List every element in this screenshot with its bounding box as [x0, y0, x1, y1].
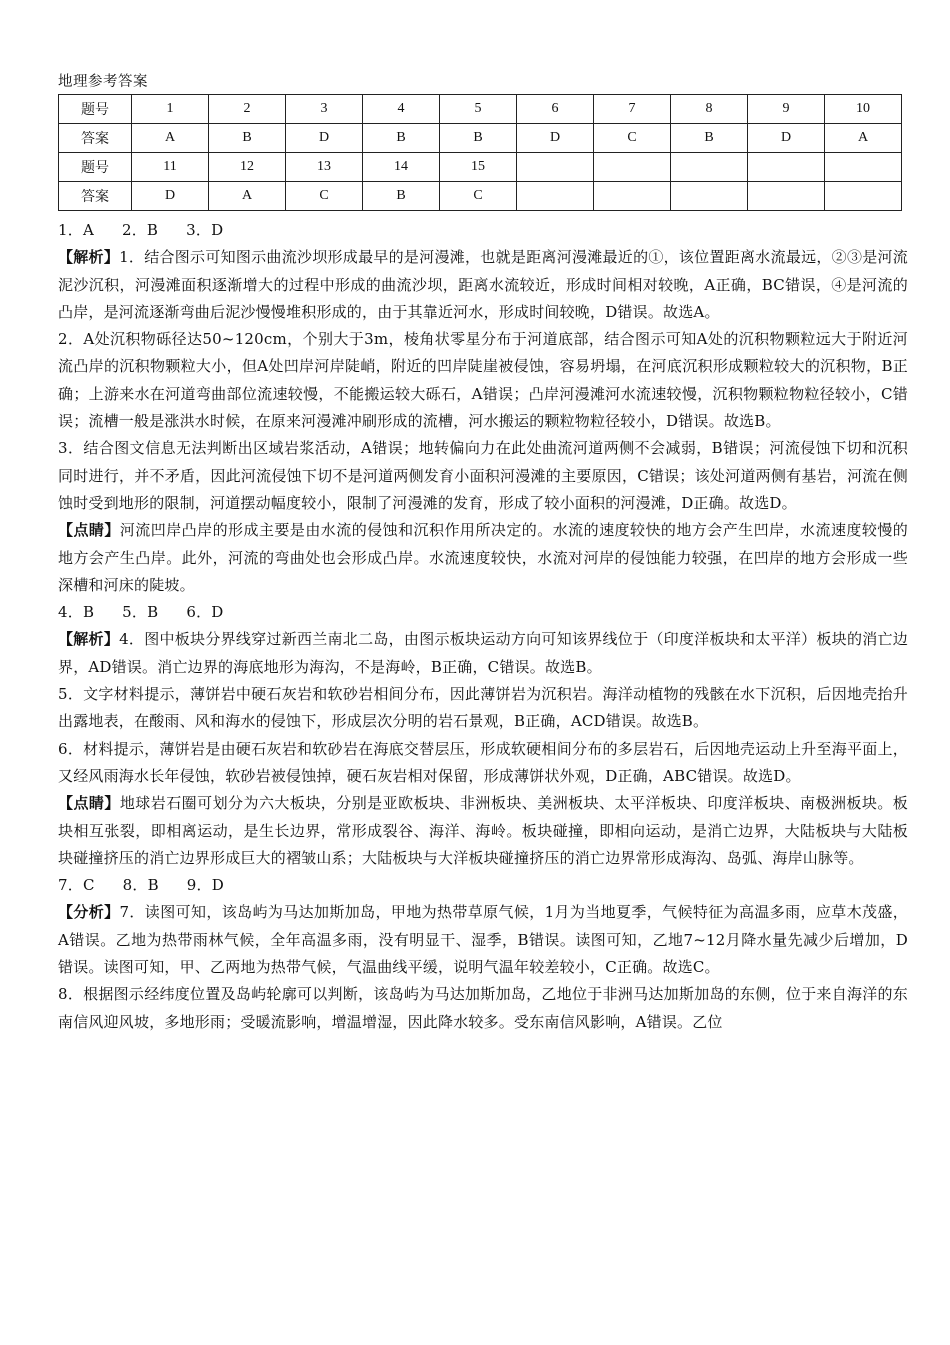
row-header: 题号 [59, 153, 132, 182]
table-cell: D [132, 182, 209, 211]
table-cell: 6 [517, 95, 594, 124]
table-cell [594, 153, 671, 182]
table-cell [825, 182, 902, 211]
row-header: 题号 [59, 95, 132, 124]
answer-item: 8．B [122, 876, 159, 895]
table-cell: 15 [440, 153, 517, 182]
table-cell: 14 [363, 153, 440, 182]
analysis-label: 【分析】 [58, 903, 120, 922]
table-cell: 13 [286, 153, 363, 182]
tip-paragraph [58, 790, 908, 872]
analysis-label: 【解析】 [58, 248, 120, 267]
table-cell [517, 182, 594, 211]
analysis-text: 7．读图可知，该岛屿为马达加斯加岛，甲地为热带草原气候，1月为当地夏季，气候特征为高温多雨，应草木茂盛，A错误。乙地为热带雨林气候，全年高温多雨，没有明显干、湿季，B错误。读图可知，乙地7~12月降水量先减少后增加，D错误。读图可知，甲、乙两地为热带气候，气温曲线平缓，说明气温年较差较小，C正确。故选C。 [58, 903, 908, 977]
tip-label: 【点睛】 [58, 794, 120, 813]
page-title: 地理参考答案 [58, 74, 148, 90]
row-header: 答案 [59, 182, 132, 211]
analysis-paragraph: 2．A处沉积物砾径达50~120cm，个别大于3m，棱角状零星分布于河道底部，结合图示可知A处的沉积物颗粒远大于附近河流凸岸的沉积物颗粒大小，但A处凹岸河岸陡峭，附近的凹岸陡崖被侵蚀，容易坍塌，在河底沉积形成颗粒较大的沉积物，B正确；上游来水在河道弯曲部位流速较慢，不能搬运较大砾石，A错误；凸岸河漫滩河水流速较慢，沉积物颗粒物粒径较小，C错误；流槽一般是涨洪水时候，在原来河漫滩冲刷形成的流槽，河水搬运的颗粒物粒径较小，D错误。故选B。 [58, 330, 908, 431]
table-cell: 8 [671, 95, 748, 124]
table-cell: B [209, 124, 286, 153]
table-cell: 10 [825, 95, 902, 124]
analysis-text: 1．结合图示可知图示曲流沙坝形成最早的是河漫滩，也就是距离河漫滩最近的①，该位置距离水流最远，②③是河流泥沙沉积，河漫滩面积逐渐增大的过程中形成的曲流沙坝，距离水流较近，形成时间相对较晚，A正确，BC错误，④是河流的凸岸，是河流逐渐弯曲后泥沙慢慢堆积形成的，由于其靠近河水，形成时间较晚，D错误。故选A。 [58, 248, 908, 321]
table-cell: 4 [363, 95, 440, 124]
tip-text: 地球岩石圈可划分为六大板块，分别是亚欧板块、非洲板块、美洲板块、太平洋板块、印度洋板块、南极洲板块。板块相互张裂，即相离运动，是生长边界，常形成裂谷、海洋、海岭。板块碰撞，即相向运动，是消亡边界，大陆板块与大陆板块碰撞挤压的消亡边界形成巨大的褶皱山系；大陆板块与大洋板块碰撞挤压的消亡边界常形成海沟、岛弧、海岸山脉等。 [58, 794, 908, 867]
analysis-label: 【解析】 [58, 630, 120, 649]
table-cell: B [671, 124, 748, 153]
tip-text: 河流凹岸凸岸的形成主要是由水流的侵蚀和沉积作用所决定的。水流的速度较快的地方会产生凹岸，水流速度较慢的地方会产生凸岸。此外，河流的弯曲处也会形成凸岸。水流速度较快，水流对河岸的侵蚀能力较强，在凹岸的地方会形成一些深槽和河床的陡坡。 [58, 521, 908, 594]
table-cell: A [209, 182, 286, 211]
table-cell: B [440, 124, 517, 153]
analysis-paragraph: 6．材料提示，薄饼岩是由硬石灰岩和软砂岩在海底交替层压，形成软硬相间分布的多层岩石，后因地壳运动上升至海平面上，又经风雨海水长年侵蚀，软砂岩被侵蚀掉，硬石灰岩相对保留，形成薄饼状外观，D正确，ABC错误。故选D。 [58, 739, 908, 785]
table-cell: C [286, 182, 363, 211]
table-row-question-numbers-1 [59, 95, 902, 124]
answer-item: 6．D [186, 603, 224, 622]
analysis-paragraph: 5．文字材料提示，薄饼岩中硬石灰岩和软砂岩相间分布，因此薄饼岩为沉积岩。海洋动植物的残骸在水下沉积，后因地壳抬升出露地表，在酸雨、风和海水的侵蚀下，形成层次分明的岩石景观，B正确，ACD错误。故选B。 [58, 685, 908, 731]
table-cell: 7 [594, 95, 671, 124]
table-row-answers-2 [59, 182, 902, 211]
answer-item: 1．A [58, 221, 94, 239]
table-cell: D [748, 124, 825, 153]
table-cell [671, 182, 748, 211]
table-cell: 11 [132, 153, 209, 182]
answer-item: 5．B [122, 603, 159, 622]
table-cell: 5 [440, 95, 517, 124]
table-row-answers-1 [59, 124, 902, 153]
tip-paragraph [58, 517, 908, 599]
answer-line [58, 599, 908, 626]
answer-table [58, 94, 902, 211]
table-cell: 12 [209, 153, 286, 182]
table-cell: B [363, 182, 440, 211]
table-row-question-numbers-2 [59, 153, 902, 182]
answer-document [58, 72, 908, 1036]
table-cell: 3 [286, 95, 363, 124]
answer-item: 2．B [121, 221, 159, 239]
analysis-paragraph: 8．根据图示经纬度位置及岛屿轮廓可以判断，该岛屿为马达加斯加岛，乙地位于非洲马达加斯加岛的东侧，位于来自海洋的东南信风迎风坡，多地形雨；受暖流影响，增温增湿，因此降水较多。受东南信风影响，A错误。乙位 [58, 985, 908, 1031]
analysis-paragraph [58, 626, 908, 681]
table-cell [748, 153, 825, 182]
table-cell: C [594, 124, 671, 153]
table-cell [517, 153, 594, 182]
answer-item: 9．D [186, 876, 224, 895]
table-cell: 1 [132, 95, 209, 124]
analysis-text: 4．图中板块分界线穿过新西兰南北二岛，由图示板块运动方向可知该界线位于（印度洋板块和太平洋）板块的消亡边界，AD错误。消亡边界的海底地形为海沟，不是海岭，B正确，C错误。故选B。 [58, 630, 908, 676]
table-cell: A [825, 124, 902, 153]
table-cell [748, 182, 825, 211]
table-cell: A [132, 124, 209, 153]
analysis-paragraph [58, 899, 908, 981]
tip-label: 【点睛】 [58, 521, 120, 540]
table-cell [594, 182, 671, 211]
row-header: 答案 [59, 124, 132, 153]
analysis-paragraph: 3．结合图文信息无法判断出区域岩浆活动，A错误；地转偏向力在此处曲流河道两侧不会减弱，B错误；河流侵蚀下切和沉积同时进行，并不矛盾，因此河流侵蚀下切不是河道两侧发育小面积河漫滩的主要原因，C错误；该处河道两侧有基岩，河流在侧蚀时受到地形的限制，河道摆动幅度较小，限制了河漫滩的发育，形成了较小面积的河漫滩，D正确。故选D。 [58, 439, 908, 512]
table-cell [825, 153, 902, 182]
analysis-paragraph [58, 244, 908, 326]
answer-line [58, 217, 908, 244]
table-cell: D [286, 124, 363, 153]
answer-item: 4．B [58, 603, 95, 622]
answer-line [58, 872, 908, 899]
table-cell: C [440, 182, 517, 211]
table-cell [671, 153, 748, 182]
explanations [58, 217, 908, 1036]
table-cell: 2 [209, 95, 286, 124]
table-cell: B [363, 124, 440, 153]
answer-item: 7．C [58, 876, 95, 895]
answer-item: 3．D [186, 221, 224, 239]
table-cell: D [517, 124, 594, 153]
table-cell: 9 [748, 95, 825, 124]
